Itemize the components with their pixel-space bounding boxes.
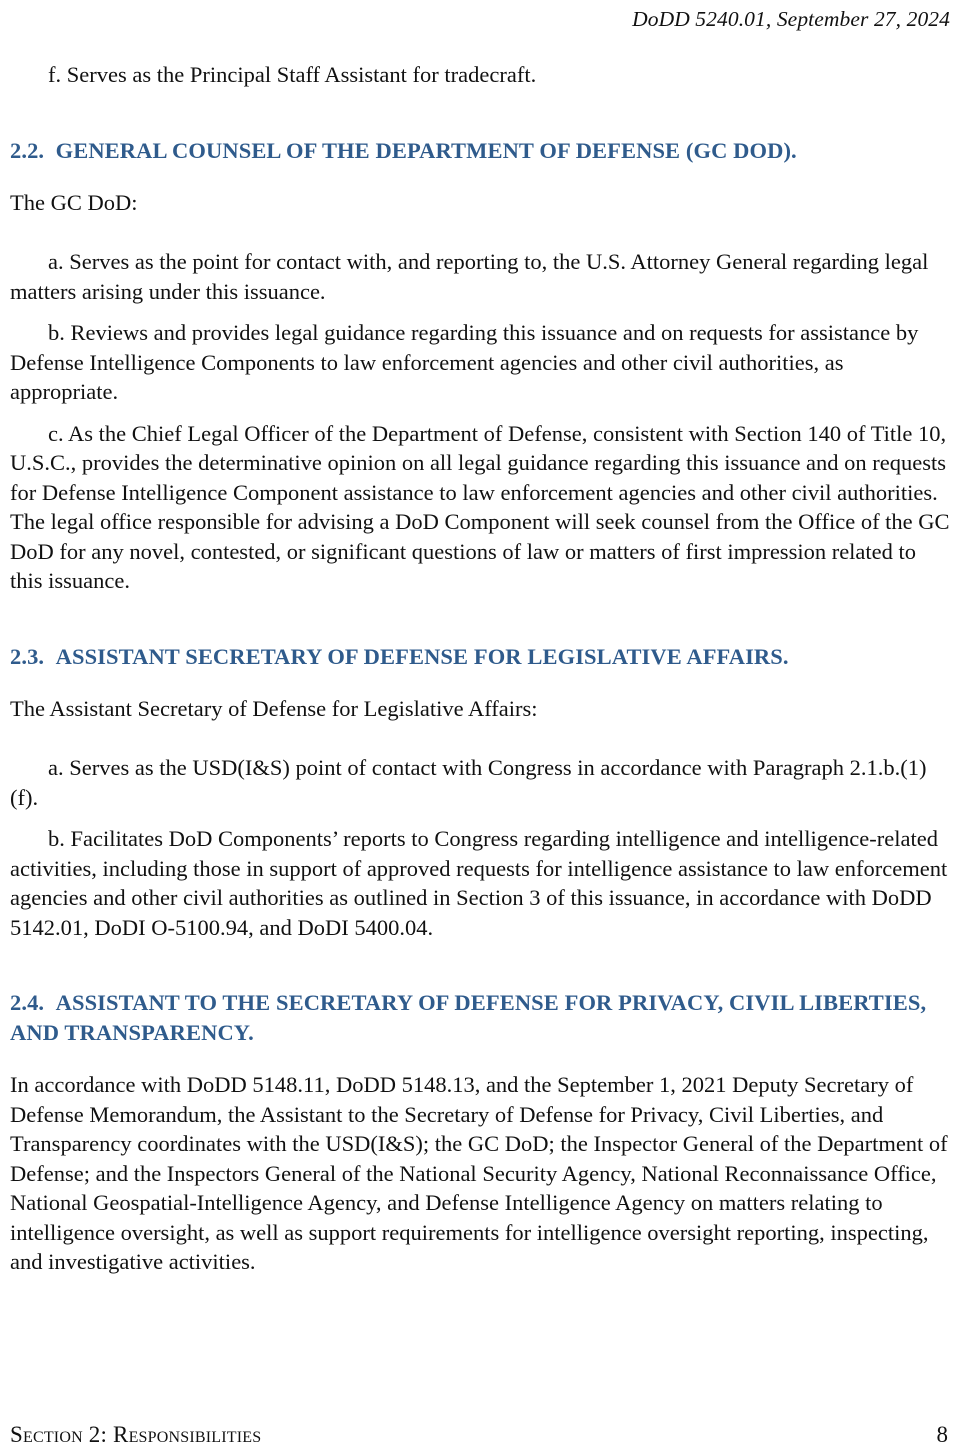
spacer (10, 812, 954, 824)
section-number-2-2: 2.2. (10, 137, 45, 163)
spacer (10, 90, 954, 136)
section-title-2-3: ASSISTANT SECRETARY OF DEFENSE FOR LEGISLATIVE AFFAIRS. (55, 643, 789, 669)
section-number-2-3: 2.3. (10, 643, 45, 669)
spacer (10, 596, 954, 642)
spacer (10, 942, 954, 988)
spacer (10, 306, 954, 318)
spacer (10, 723, 954, 753)
page-footer (10, 1422, 954, 1448)
footer-section-label: Section 2: Responsibilities (10, 1422, 262, 1447)
section-title-2-2: GENERAL COUNSEL OF THE DEPARTMENT OF DEFENSE (GC DOD). (55, 137, 797, 163)
section-2-3-item-a: a. Serves as the USD(I&S) point of contact with Congress in accordance with Paragraph 2.1.b.(1)(f). (10, 755, 927, 810)
spacer (10, 407, 954, 419)
spacer (10, 217, 954, 247)
section-2-2-item-c: c. As the Chief Legal Officer of the Department of Defense, consistent with Section 140 of Title 10, U.S.C., provides the determinative opinion on all legal guidance regarding this issuance and on requests for Defense Intelligence Component assistance to law enforcement agencies and other civil authorities. The legal office responsible for advising a DoD Component will seek counsel from the Office of the GC DoD for any novel, contested, or significant questions of law or matters of first impression related to this issuance. (10, 420, 950, 593)
spacer (10, 166, 954, 188)
section-heading-2-2 (10, 136, 954, 166)
section-2-2-item-b: b. Reviews and provides legal guidance regarding this issuance and on requests for assistance by Defense Intelligence Components to law enforcement agencies and other civil authorities, as appropriate. (10, 320, 919, 404)
section-heading-2-3 (10, 642, 954, 672)
spacer (10, 1048, 954, 1070)
section-2-2-lead-in: The GC DoD: (10, 189, 138, 215)
section-2-2-item-a: a. Serves as the point for contact with, and reporting to, the U.S. Attorney General regarding legal matters arising under this issuance. (10, 249, 929, 304)
section-2-3-lead-in: The Assistant Secretary of Defense for Legislative Affairs: (10, 695, 538, 721)
section-2-3-item-b: b. Facilitates DoD Components’ reports to Congress regarding intelligence and intelligence-related activities, including those in support of approved requests for intelligence assistance to law enforcement agencies and other civil authorities as outlined in Section 3 of this issuance, in accordance with DoDD 5142.01, DoDI O-5100.94, and DoDI 5400.04. (10, 826, 948, 940)
section-title-2-4: ASSISTANT TO THE SECRETARY OF DEFENSE FOR PRIVACY, CIVIL LIBERTIES, AND TRANSPARENCY. (10, 990, 927, 1045)
section-heading-2-4 (10, 988, 954, 1048)
section-2-4-lead-in: In accordance with DoDD 5148.11, DoDD 5148.13, and the September 1, 2021 Deputy Secretary of Defense Memorandum, the Assistant to the Secretary of Defense for Privacy, Civil Liberties, and Transparency coordinates with the USD(I&S); the GC DoD; the Inspector General of the Department of Defense; and the Inspectors General of the National Security Agency, National Reconnaissance Office, National Geospatial-Intelligence Agency, and Defense Intelligence Agency on matters relating to intelligence oversight, as well as support requirements for intelligence oversight reporting, inspecting, and investigative activities. (10, 1072, 948, 1274)
running-head: DoDD 5240.01, September 27, 2024 (632, 7, 950, 31)
section-number-2-4: 2.4. (10, 990, 45, 1015)
carryover-list-item-f: f. Serves as the Principal Staff Assistant for tradecraft. (48, 62, 537, 87)
page-content (10, 34, 954, 1277)
footer-page-number: 8 (936, 1422, 948, 1447)
spacer (10, 672, 954, 694)
